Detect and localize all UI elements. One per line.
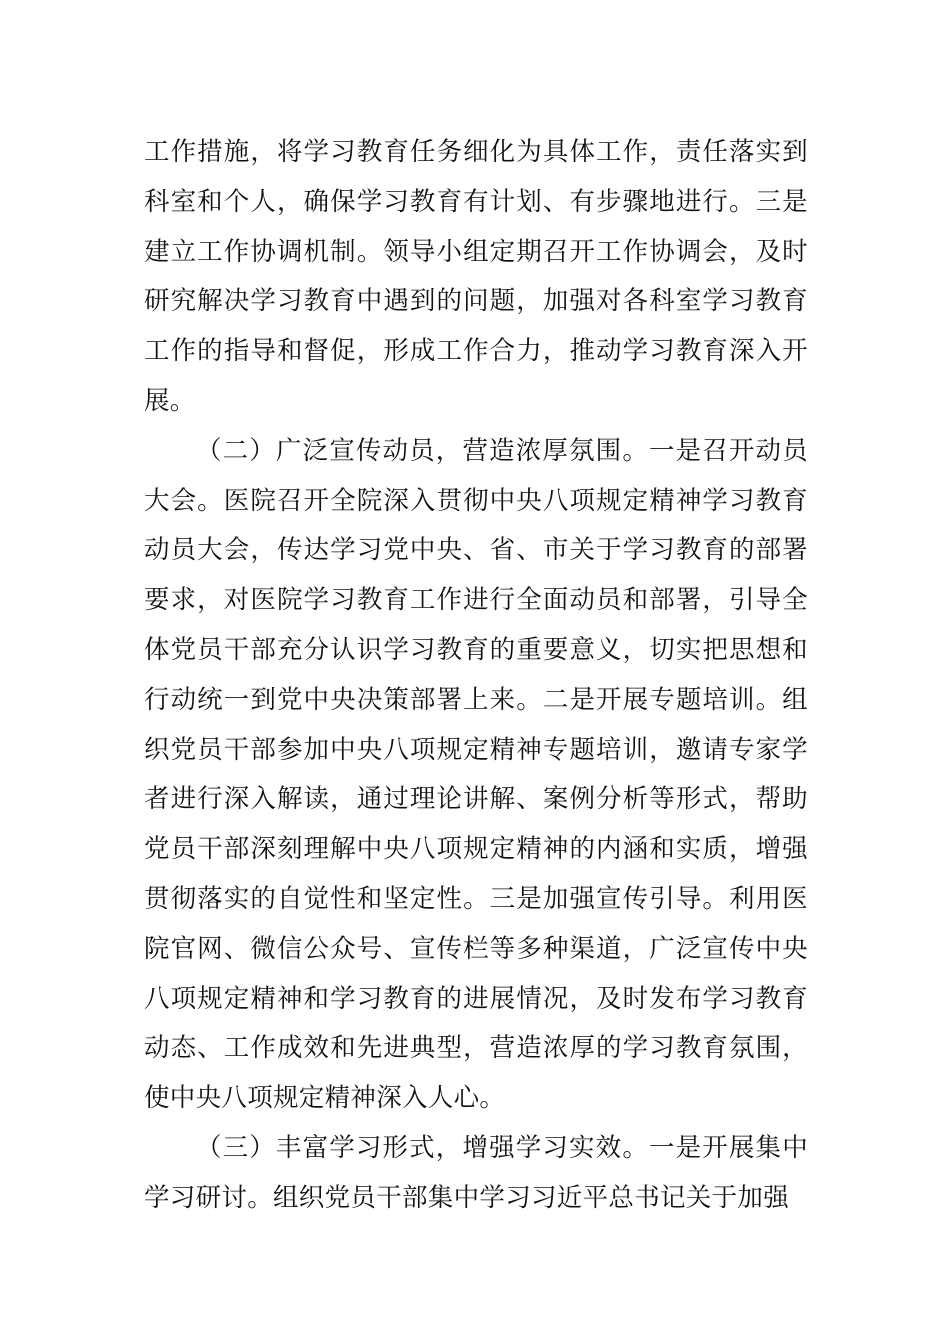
- document-body: [144, 128, 808, 1224]
- paragraph-section-three: （三）丰富学习形式，增强学习实效。一是开展集中学习研讨。组织党员干部集中学习习近平总书记关于加强: [144, 1132, 808, 1213]
- paragraph-section-two: （二）广泛宣传动员，营造浓厚氛围。一是召开动员大会。医院召开全院深入贯彻中央八项规定精神学习教育动员大会，传达学习党中央、省、市关于学习教育的部署要求，对医院学习教育工作进行全面动员和部署，引导全体党员干部充分认识学习教育的重要意义，切实把思想和行动统一到党中央决策部署上来。二是开展专题培训。组织党员干部参加中央八项规定精神专题培训，邀请专家学者进行深入解读，通过理论讲解、案例分析等形式，帮助党员干部深刻理解中央八项规定精神的内涵和实质，增强贯彻落实的自觉性和坚定性。三是加强宣传引导。利用医院官网、微信公众号、宣传栏等多种渠道，广泛宣传中央八项规定精神和学习教育的进展情况，及时发布学习教育动态、工作成效和先进典型，营造浓厚的学习教育氛围，使中央八项规定精神深入人心。: [144, 435, 808, 1114]
- paragraph-continuation: 工作措施，将学习教育任务细化为具体工作，责任落实到科室和个人，确保学习教育有计划、有步骤地进行。三是建立工作协调机制。领导小组定期召开工作协调会，及时研究解决学习教育中遇到的问题，加强对各科室学习教育工作的指导和督促，形成工作合力，推动学习教育深入开展。: [144, 137, 808, 416]
